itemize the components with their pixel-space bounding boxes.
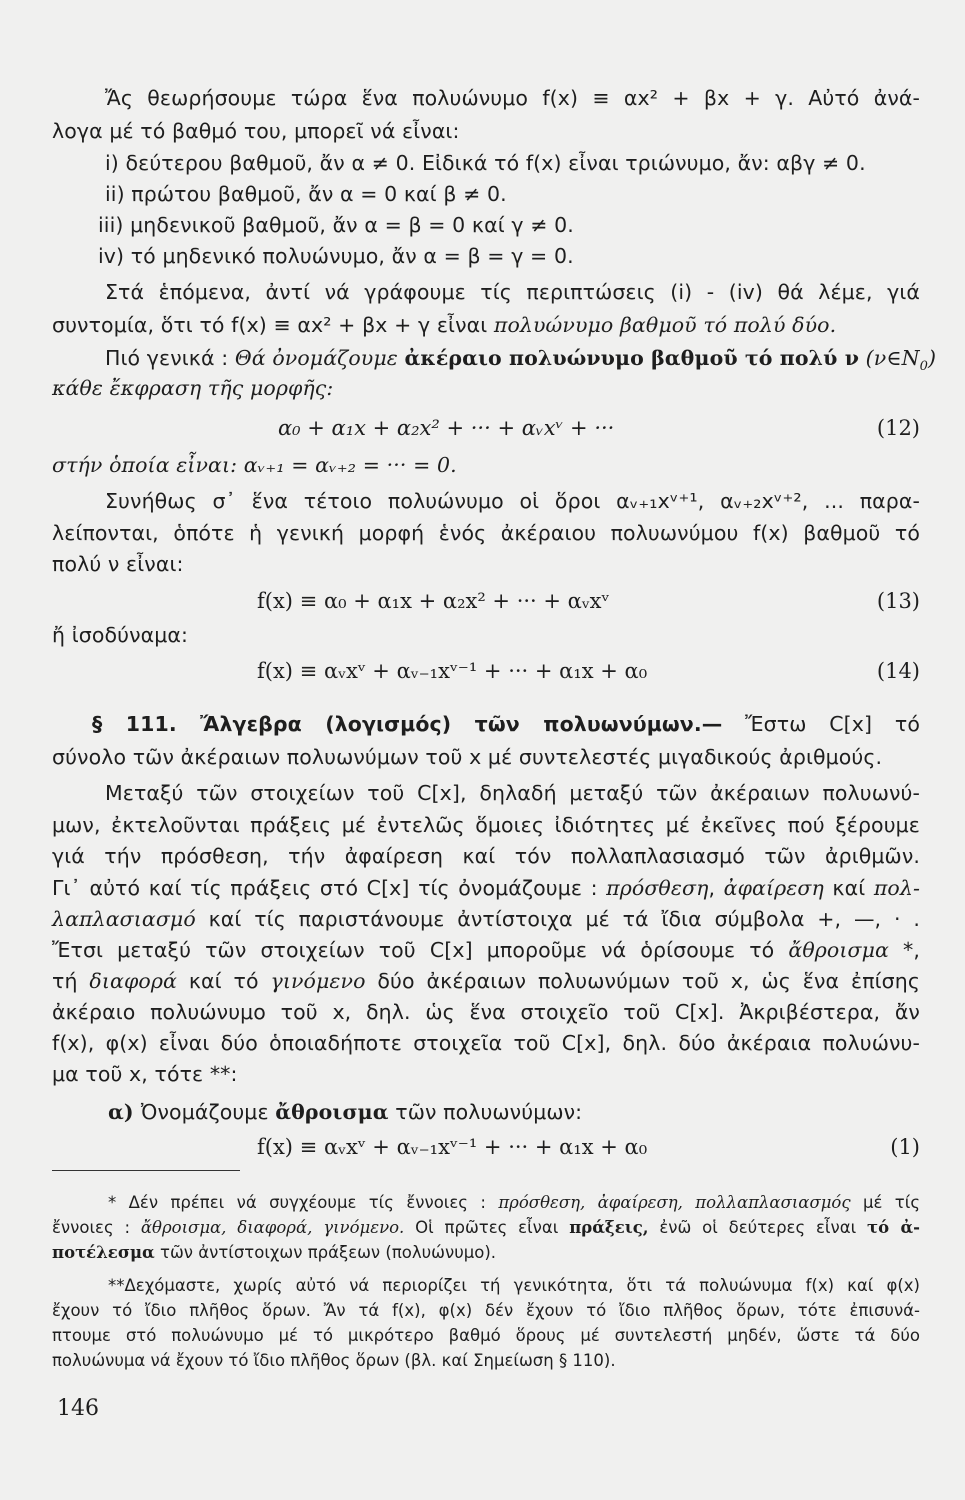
para5-line8: ἀκέραιο πολυώνυμο τοῦ x, δηλ. ὡς ἕνα στοιχεῖο τοῦ C[x]. Ἀκριβέστερα, ἄν <box>52 1000 920 1024</box>
footnote1-line1-tail: μέ τίς <box>850 1193 921 1212</box>
para4-line1: Συνήθως σ᾽ ἕνα τέτοιο πολυώνυμο οἱ ὅροι αᵥ₊₁xᵛ⁺¹, αᵥ₊₂xᵛ⁺², ... παρα- <box>105 489 920 513</box>
case-iii: iii) μηδενικοῦ βαθμοῦ, ἄν α = β = 0 καί γ ≠ 0. <box>98 213 574 237</box>
para2-line2 <box>52 311 920 339</box>
case-ii: ii) πρώτου βαθμοῦ, ἄν α = 0 καί β ≠ 0. <box>105 182 507 206</box>
equation-14-number: (14) <box>876 659 920 683</box>
para3-lead: Πιό γενικά : <box>105 346 235 370</box>
equation-14: f(x) ≡ αᵥxᵛ + αᵥ₋₁xᵛ⁻¹ + ··· + α₁x + α₀ <box>257 659 648 683</box>
footnote1-line3-text: τῶν ἀντίστοιχων πράξεων (πολυώνυμο). <box>154 1243 497 1262</box>
para4-line2: λείπονται, ὁπότε ἡ γενική μορφή ἑνός ἀκέραιου πολυωνύμου f(x) βαθμοῦ τό <box>52 521 920 545</box>
equivalently-label: ἤ ἰσοδύναμα: <box>52 623 189 647</box>
para5-line10: μα τοῦ x, τότε **: <box>52 1062 238 1086</box>
para5-line6 <box>52 936 920 964</box>
definition-a-label: α) <box>108 1100 141 1124</box>
footnote-marker-1: *, <box>888 938 920 962</box>
and-the-word: καί τό <box>176 969 271 993</box>
equation-13: f(x) ≡ α₀ + α₁x + α₂x² + ··· + αᵥxᵛ <box>257 589 610 613</box>
para5-line1: Μεταξύ τῶν στοιχείων τοῦ C[x], δηλαδή μεταξύ τῶν ἀκέραιων πολυωνύ- <box>105 781 920 805</box>
section-intro: Ἔστω C[x] τό <box>722 712 920 736</box>
footnote1-line1-text: * Δέν πρέπει νά συγχέουμε τίς ἔννοιες : <box>108 1193 499 1212</box>
footnote1-line3 <box>52 1241 920 1265</box>
footnote1-line2-mid: Οἱ πρῶτες εἶναι <box>404 1218 570 1237</box>
footnote-rule <box>52 1170 240 1171</box>
para2-line2-italic: πολυώνυμο βαθμοῦ τό πολύ δύο. <box>493 313 837 337</box>
the-word: τή <box>52 969 90 993</box>
para3-line2: κάθε ἔκφραση τῆς μορφῆς: <box>52 376 334 400</box>
para5-line4-text: Γι᾽ αὐτό καί τίς πράξεις στό C[x] τίς ὀνομάζουμε : <box>52 876 607 900</box>
para5-line5-text: καί τίς παριστάνουμε ἀντίστοιχα μέ τά ἴδια σύμβολα +, —, · . <box>195 907 920 931</box>
para5-line6-text: Ἔτσι μεταξύ τῶν στοιχείων τοῦ C[x] μποροῦμε νά ὁρίσουμε τό <box>52 938 789 962</box>
para1-line1: Ἄς θεωρήσουμε τώρα ἕνα πολυώνυμο f(x) ≡ αx² + βx + γ. Αὐτό ἀνά- <box>105 86 920 110</box>
word-multiplication-end: λαπλασιασμό <box>52 907 196 931</box>
equation-12: α₀ + α₁x + α₂x² + ··· + αᵥxᵛ + ··· <box>278 416 615 440</box>
footnote2-line3: πτουμε στό πολυώνυμο μέ τό μικρότερο βαθμό ὅρους μέ συντελεστή μηδέν, ὥστε τά δύο <box>52 1326 920 1345</box>
footnote1-result-bold-end: ποτέλεσμα <box>52 1243 155 1262</box>
word-addition: πρόσθεση <box>606 876 709 900</box>
page-number: 146 <box>57 1396 99 1421</box>
footnote1-line2-text: ἔννοιες : <box>52 1218 141 1237</box>
footnote1-results: ἄθροισμα, διαφορά, γινόμενο. <box>140 1218 405 1237</box>
word-subtraction: ἀφαίρεση <box>723 876 824 900</box>
para3-set: (ν∈N <box>859 346 920 370</box>
para3-set-close: ) <box>928 346 937 370</box>
and-word: καί <box>823 876 874 900</box>
word-product: γινόμενο <box>270 969 366 993</box>
section-number: § 111. <box>92 712 201 736</box>
section-line2: σύνολο τῶν ἀκέραιων πολυωνύμων τοῦ x μέ συντελεστές μιγαδικούς ἀριθμούς. <box>52 745 883 769</box>
footnote2-line4: πολυώνυμα νά ἔχουν τό ἴδιο πλῆθος ὅρων (βλ. καί Σημείωση § 110). <box>52 1351 616 1370</box>
para4-line3: πολύ ν εἶναι: <box>52 552 184 576</box>
footnote1-line1 <box>108 1191 920 1215</box>
footnote1-result-bold-start: τό ἀ- <box>867 1218 921 1237</box>
para5-line5 <box>52 905 920 933</box>
para3-set-sub: 0 <box>919 359 929 375</box>
para5-line4 <box>52 874 920 902</box>
footnote1-operations-bold: πράξεις, <box>569 1218 649 1237</box>
equation-12-number: (12) <box>876 416 920 440</box>
word-multiplication-start: πολ- <box>873 876 920 900</box>
definition-a-term: ἄθροισμα <box>275 1100 389 1124</box>
footnote1-line2-mid2: ἐνῶ οἱ δεύτερες εἶναι <box>648 1218 868 1237</box>
case-i: i) δεύτερου βαθμοῦ, ἄν α ≠ 0. Εἰδικά τό f(x) εἶναι τριώνυμο, ἄν: αβγ ≠ 0. <box>105 151 866 175</box>
equation-1: f(x) ≡ αᵥxᵛ + αᵥ₋₁xᵛ⁻¹ + ··· + α₁x + α₀ <box>257 1135 648 1159</box>
equation-1-number: (1) <box>890 1135 920 1159</box>
para5-line7 <box>52 967 920 995</box>
para5-line7-text: δύο ἀκέραιων πολυωνύμων τοῦ x, ὡς ἕνα ἐπίσης <box>365 969 921 993</box>
footnote2-line2: ἔχουν τό ἴδιο πλῆθος ὅρων. Ἄν τά f(x), φ(x) δέν ἔχουν τό ἴδιο πλῆθος ὅρων, τότε ἐπισυνά- <box>52 1301 920 1320</box>
para2-line2-text: συντομία, ὅτι τό f(x) ≡ αx² + βx + γ εἶναι <box>52 313 494 337</box>
para5-line2: μων, ἐκτελοῦνται πράξεις μέ ἐντελῶς ὅμοιες ἰδιότητες μέ ἐκεῖνες πού ξέρουμε <box>52 813 920 837</box>
para3-italic: Θά ὀνομάζουμε <box>234 346 405 370</box>
footnote1-operations: πρόσθεση, ἀφαίρεση, πολλαπλασιασμός <box>498 1193 851 1212</box>
para2-line1: Στά ἑπόμενα, ἀντί νά γράφουμε τίς περιπτώσεις (i) - (iv) θά λέμε, γιά <box>105 280 920 304</box>
footnote2-line1: **Δεχόμαστε, χωρίς αὐτό νά περιορίζει τή γενικότητα, ὅτι τά πολυώνυμα f(x) καί φ(x) <box>108 1276 920 1295</box>
footnote1-line2 <box>52 1216 920 1240</box>
comma: , <box>708 876 724 900</box>
para1-line2: λογα μέ τό βαθμό του, μπορεῖ νά εἶναι: <box>52 119 460 143</box>
case-iv: iv) τό μηδενικό πολυώνυμο, ἄν α = β = γ = 0. <box>98 244 574 268</box>
para5-line9: f(x), φ(x) εἶναι δύο ὁποιαδήποτε στοιχεῖα τοῦ C[x], δηλ. δύο ἀκέραια πολυώνυ- <box>52 1031 920 1055</box>
para5-line3: γιά τήν πρόσθεση, τήν ἀφαίρεση καί τόν πολλαπλασιασμό τῶν ἀριθμῶν. <box>52 844 920 868</box>
section-heading <box>92 710 920 738</box>
word-sum: ἄθροισμα <box>788 938 889 962</box>
word-difference: διαφορά <box>89 969 177 993</box>
definition-a-tail: τῶν πολυωνύμων: <box>388 1100 583 1124</box>
section-title: Ἄλγεβρα (λογισμός) τῶν πολυωνύμων.— <box>200 712 723 736</box>
equation-13-number: (13) <box>876 589 920 613</box>
para3-bold-term: ἀκέραιο πολυώνυμο βαθμοῦ τό πολύ ν <box>404 346 860 370</box>
definition-a-text: Ὀνομάζουμε <box>140 1100 276 1124</box>
where-line: στήν ὁποία εἶναι: αᵥ₊₁ = αᵥ₊₂ = ··· = 0. <box>52 453 457 477</box>
definition-a <box>108 1098 965 1126</box>
